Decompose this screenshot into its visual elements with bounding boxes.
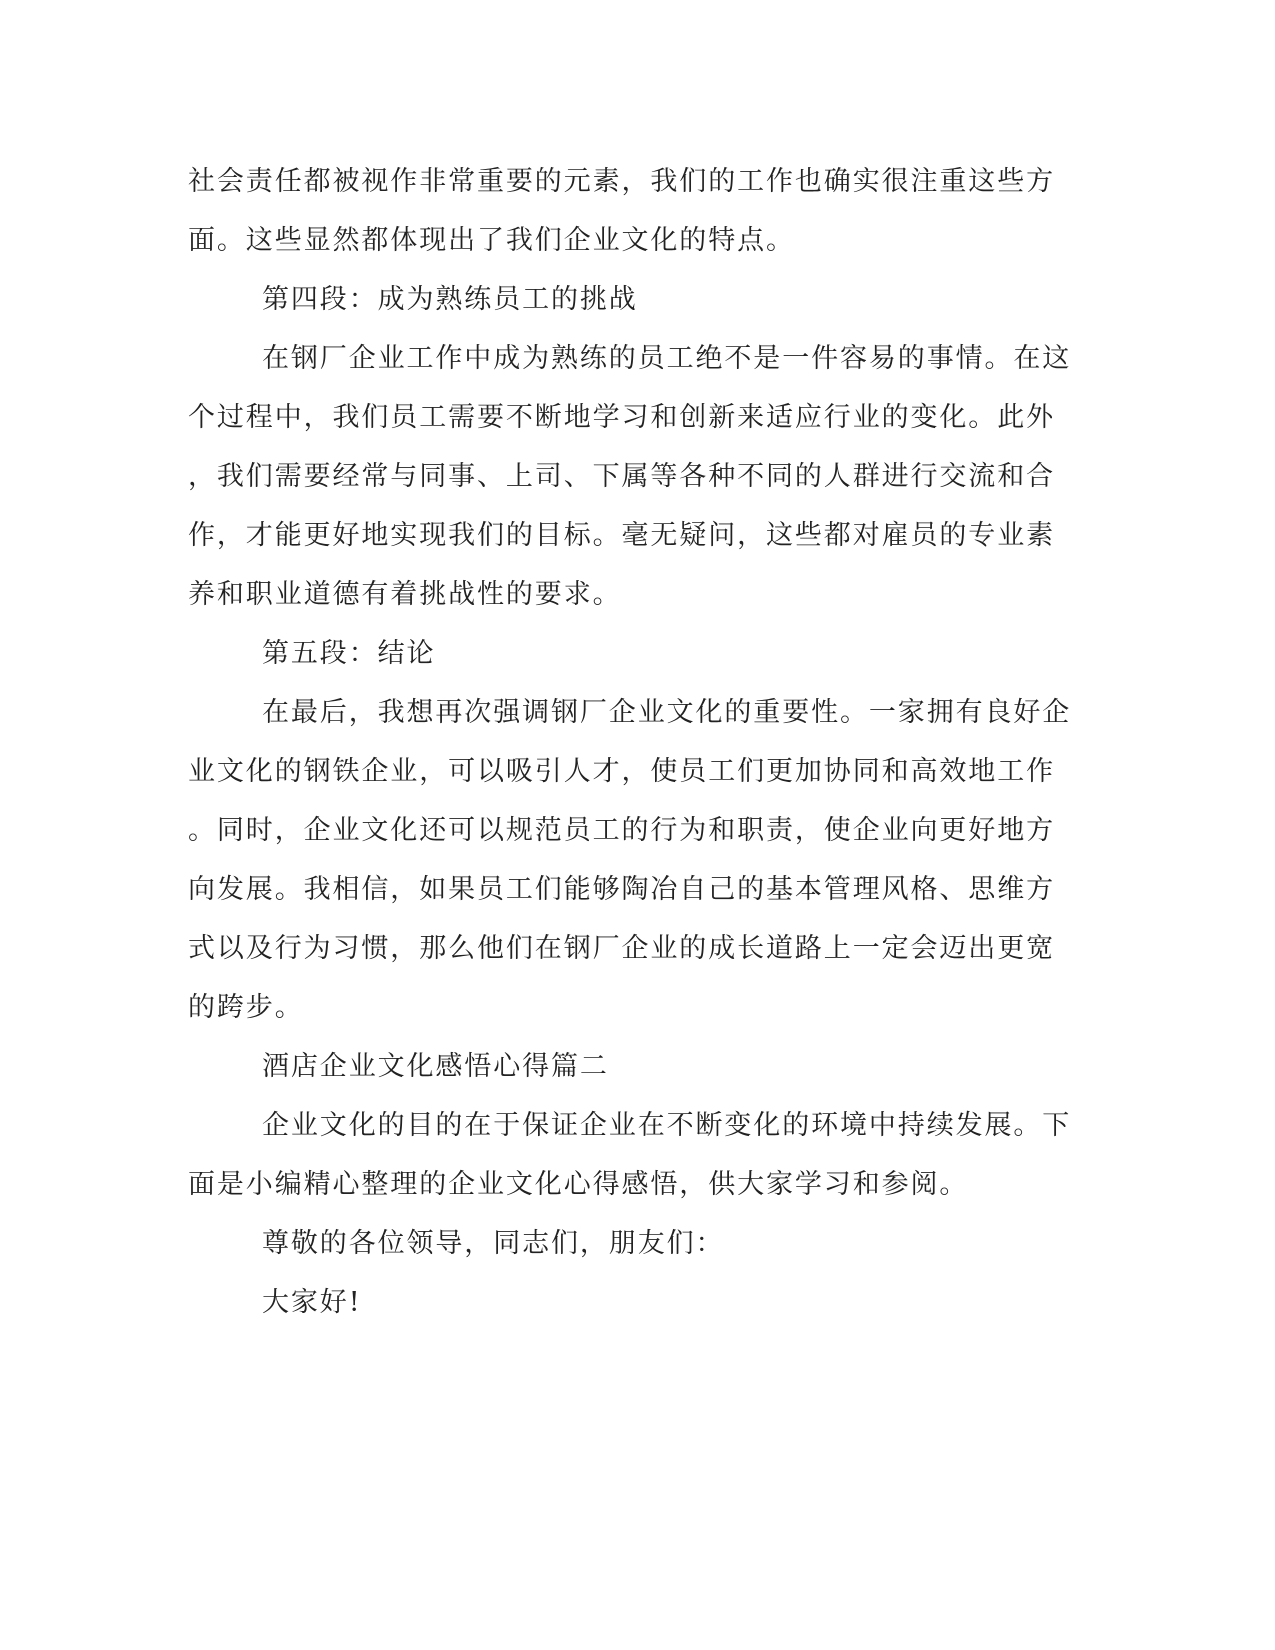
text-line: 在最后，我想再次强调钢厂企业文化的重要性。一家拥有良好企	[262, 697, 1072, 728]
text-line: 社会责任都被视作非常重要的元素，我们的工作也确实很注重这些方	[188, 166, 1055, 197]
section-heading: 第五段：结论	[262, 638, 436, 669]
text-line: 养和职业道德有着挑战性的要求。	[188, 579, 622, 610]
greeting: 大家好!	[262, 1287, 362, 1318]
salutation: 尊敬的各位领导，同志们，朋友们：	[262, 1228, 725, 1259]
text-line: ，我们需要经常与同事、上司、下属等各种不同的人群进行交流和合	[188, 461, 1055, 492]
text-line: 面。这些显然都体现出了我们企业文化的特点。	[188, 225, 795, 256]
text-line: 式以及行为习惯，那么他们在钢厂企业的成长道路上一定会迈出更宽	[188, 933, 1055, 964]
section-heading: 第四段：成为熟练员工的挑战	[262, 284, 638, 315]
text-line: 的跨步。	[188, 992, 304, 1023]
text-line: 在钢厂企业工作中成为熟练的员工绝不是一件容易的事情。在这	[262, 343, 1072, 374]
article-title: 酒店企业文化感悟心得篇二	[262, 1051, 609, 1082]
text-line: 。同时，企业文化还可以规范员工的行为和职责，使企业向更好地方	[188, 815, 1055, 846]
text-line: 业文化的钢铁企业，可以吸引人才，使员工们更加协同和高效地工作	[188, 756, 1055, 787]
text-line: 面是小编精心整理的企业文化心得感悟，供大家学习和参阅。	[188, 1169, 969, 1200]
text-line: 作，才能更好地实现我们的目标。毫无疑问，这些都对雇员的专业素	[188, 520, 1055, 551]
text-line: 个过程中，我们员工需要不断地学习和创新来适应行业的变化。此外	[188, 402, 1055, 433]
text-line: 向发展。我相信，如果员工们能够陶冶自己的基本管理风格、思维方	[188, 874, 1055, 905]
text-line: 企业文化的目的在于保证企业在不断变化的环境中持续发展。下	[262, 1110, 1072, 1141]
